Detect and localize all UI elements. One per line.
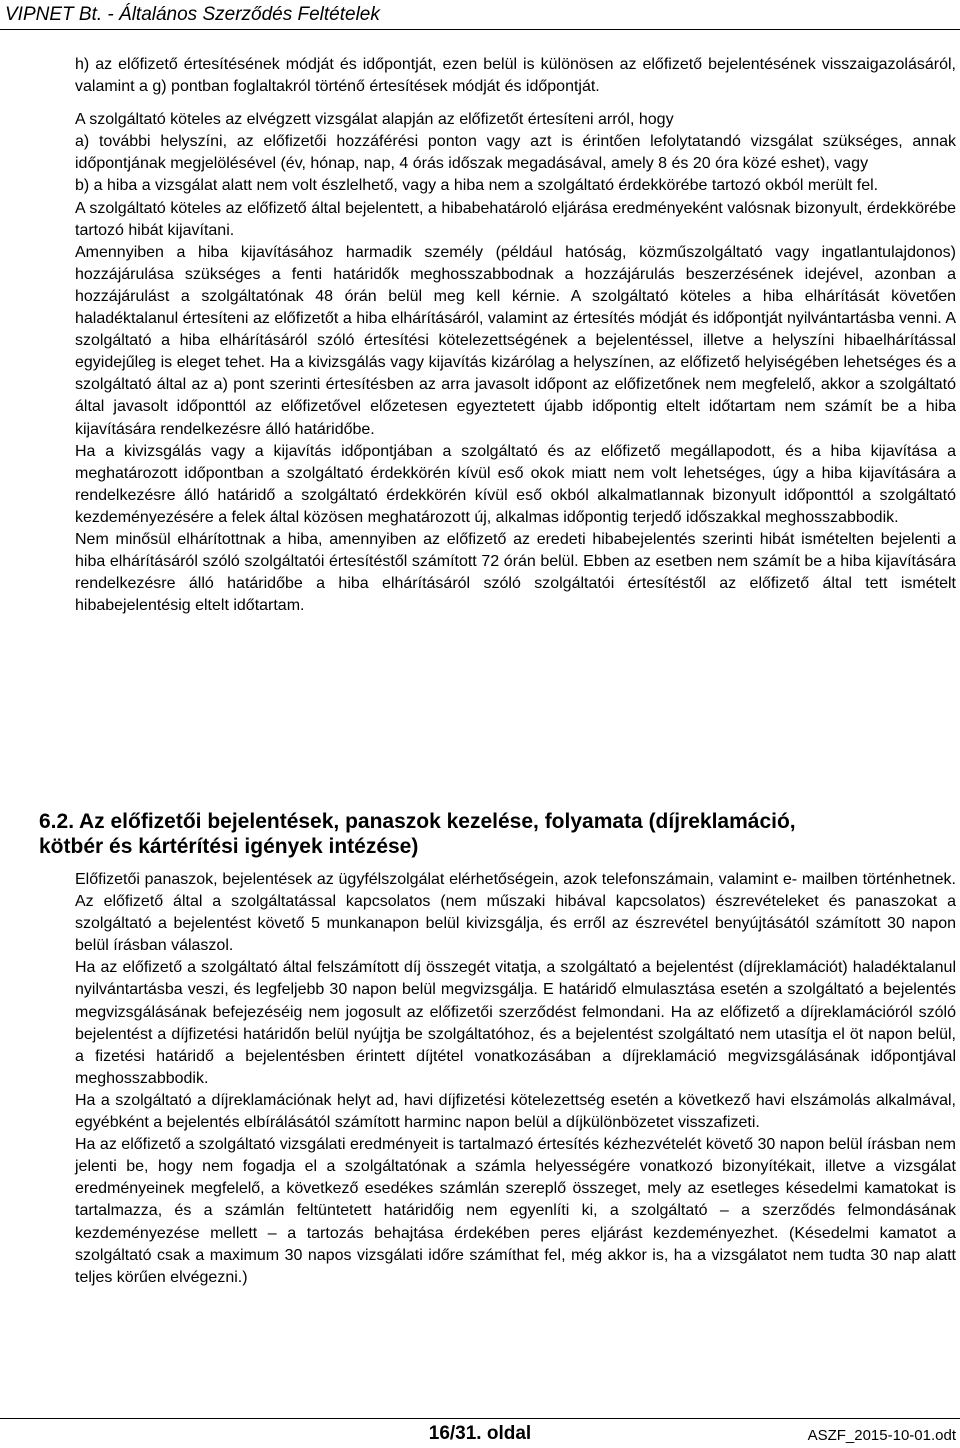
paragraph-appointment: Ha a kivizsgálás vagy a kijavítás időpontjában a szolgáltató és az előfizető megállapodott, és a hiba kijavítása a meghatározott időpontban a szolgáltató érdekkörén kívül eső okok miatt nem volt lehetséges, úgy a hiba kijavítására a rendelkezésre álló határidő a szolgáltató érdekkörén kívül eső okból alkalmatlannak bizonyult időponttól a szolgáltató kezdeményezésére a felek által közösen meghatározott új, alkalmas időpontig terjedő időszakkal meghosszabbodik.: [75, 442, 956, 526]
page-number: 16/31. oldal: [428, 1423, 532, 1444]
footer-divider: [0, 1418, 960, 1419]
page-header-title: VIPNET Bt. - Általános Szerződés Feltételek: [5, 4, 380, 25]
section-paragraph-complaints: Előfizetői panaszok, bejelentések az ügyfélszolgálat elérhetőségein, azok telefonszámain, valamint e- mailben történhetnek. Az előfizető által a szolgáltatással kapcsolatos (nem műszaki hibával kapcsolatos) észrevételeket és panaszokat a szolgáltató a bejelentést követő 5 munkanapon belül kivizsgálja, és erről az észrevétel benyújtásától számított 30 napon belül írásban válaszol.: [75, 871, 956, 955]
header-divider: [0, 29, 960, 30]
section-text: [75, 869, 956, 1289]
section-title-part2: kötbér és kártérítési igények intézése): [39, 835, 419, 858]
main-text: [75, 54, 956, 617]
section-title-part1: Az előfizetői bejelentések, panaszok kezelése, folyamata (díjreklamáció,: [79, 810, 796, 833]
paragraph-obligation: A szolgáltató köteles az előfizető által bejelentett, a hibabehatároló eljárása eredményeként valósnak bizonyult, érdekkörébe tartozó hibát kijavítani.: [75, 199, 956, 239]
paragraph-not-fixed: Nem minősül elhárítottnak a hiba, amennyiben az előfizető az eredeti hibabejelentés szerinti hibát ismételten bejelenti a hiba elhárításáról szóló szolgáltatói értesítéstől számított 72 órán belül. Ebben az esetben nem számít be a hiba kijavítására rendelkezésre álló határidőbe a hiba elhárításáról szóló szolgáltatói értesítéstől az előfizető által tett ismételt hibabejelentésig eltelt időtartam.: [75, 530, 956, 615]
document-filename: ASZF_2015-10-01.odt: [807, 1427, 956, 1444]
section-heading: [39, 809, 956, 859]
section-paragraph-dispute: Ha az előfizető a szolgáltató által felszámított díj összegét vitatja, a szolgáltató a bejelentést (díjreklamációt) haladéktalanul nyilvántartásba veszi, és legfeljebb 30 napon belül megvizsgálja. E határidő elmulasztása esetén a szolgáltató a bejelentés megvizsgálásának befejezéséig nem jogosult az előfizetői szerződést felmondani. Ha az előfizető a díjreklamációról szóló bejelentést a díjfizetési határidőn belül nyújtja be szolgáltatóhoz, és a bejelentést szolgáltató nem utasítja el öt napon belül, a fizetési határidő a bejelentésben érintett díjtétel vonatkozásában a díjreklamáció megvizsgálásának időpontjával meghosszabbodik.: [75, 959, 956, 1087]
paragraph-h: h) az előfizető értesítésének módját és időpontját, ezen belül is különösen az előfizető bejelentésének visszaigazolásáról, valamint a g) pontban foglaltakról történő értesítések módját és időpontját.: [75, 56, 956, 96]
paragraph-third-party: Amennyiben a hiba kijavításához harmadik személy (például hatóság, közműszolgáltató vagy ingatlantulajdonos) hozzájárulása szükséges a fenti határidők meghosszabbodnak a hozzájárulás beszerzésének idejével, azonban a hozzájárulást a szolgáltatónak 48 órán belül meg kell kérnie. A szolgáltató köteles a hiba elhárítását követően haladéktalanul értesíteni az előfizetőt a hiba elhárításáról, valamint az értesítés módját és időpontját nyilvántartásba venni. A szolgáltató a hiba elhárításáról szóló értesítési kötelezettségének a bejelentéssel, illetve a helyszíni hibaelhárítással egyidejűleg is eleget tehet. Ha a kivizsgálás vagy kijavítás kizárólag a helyszínen, az előfizető helyiségében lehetséges és a szolgáltató által az a) pont szerinti értesítésben az arra javasolt időpont az előfizetőnek nem megfelelő, akkor a szolgáltató által javasolt időponttól az előfizetővel előzetesen egyeztetett újabb időpontig eltelt időtartam nem számít be a hiba kijavítására rendelkezésre álló határidőbe.: [75, 243, 956, 438]
paragraph-a: a) további helyszíni, az előfizetői hozzáférési ponton vagy azt is érintően lefolytatandó vizsgálat szükséges, annak időpontjának megjelölésével (év, hónap, nap, 4 órás időszak megadásával, amely 8 és 20 óra közé eshet), vagy: [75, 133, 956, 173]
section-number: 6.2.: [39, 810, 75, 833]
section-paragraph-legal: Ha az előfizető a szolgáltató vizsgálati eredményeit is tartalmazó értesítés kézhezvételét követő 30 napon belül írásban nem jelenti be, hogy nem fogadja el a szolgáltatónak a számla helyességére vonatkozó bizonyítékait, illetve a vizsgálat eredményeinek megfelelő, a következő esedékes számlán szereplő összeget, mely az esetleges késedelmi kamatokat is tartalmazza, és a számlán feltüntetett határidőig nem egyenlíti ki, a szolgáltató – a szerződés felmondásának kezdeményezése mellett – a tartozás behajtása érdekében peres eljárást kezdeményezhet. (Késedelmi kamatot a szolgáltató csak a maximum 30 napos vizsgálati időre számíthat fel, még akkor is, ha a vizsgálatot nem tudta 30 nap alatt teljes körűen elvégezni.): [75, 1136, 956, 1286]
paragraph-gap: [75, 98, 956, 109]
section-paragraph-refund: Ha a szolgáltató a díjreklamációnak helyt ad, havi díjfizetési kötelezettség esetén a következő havi elszámolás alkalmával, egyébként a bejelentés elbírálásától számított harminc napon belül a díjkülönbözetet visszafizeti.: [75, 1091, 956, 1132]
section-heading-line1: [39, 809, 956, 834]
paragraph-intro: A szolgáltató köteles az elvégzett vizsgálat alapján az előfizetőt értesíteni arról, hogy: [75, 111, 674, 129]
paragraph-b: b) a hiba a vizsgálat alatt nem volt észlelhető, vagy a hiba nem a szolgáltató érdekkörébe tartozó okból merült fel.: [75, 177, 879, 195]
